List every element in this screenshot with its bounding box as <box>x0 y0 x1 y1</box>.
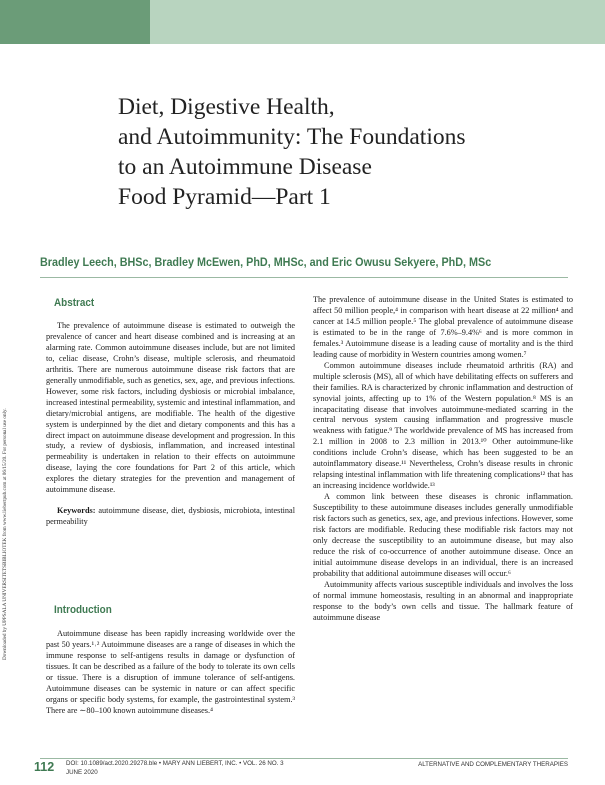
download-notice: Downloaded by UPPSALA UNIVERSITETSBIBLIOTEK from www.liebertpub.com at 06/15/20. For personal use only. <box>2 408 8 660</box>
body-paragraph: Autoimmunity affects various susceptible individuals and involves the loss of normal immune homeostasis, resulting in an abnormal and inappropriate response to the body’s own cells and tissue. The hallmark feature of autoimmune disease <box>313 579 573 622</box>
footer-citation <box>66 760 284 777</box>
journal-name: ALTERNATIVE AND COMPLEMENTARY THERAPIES <box>418 761 568 768</box>
abstract-text: The prevalence of autoimmune disease is estimated to outweigh the prevalence of cancer and heart disease combined and is increasing at an alarming rate. Common autoimmune diseases include, but are not limited to, celiac disease, Crohn’s disease, multiple sclerosis, and rheumatoid arthritis. There are numerous autoimmune disease risk factors that are generally unmodifiable, such as genetics, sex, age, and previous infections. However, some risk factors, including dysbiosis or microbial imbalance, increased intestinal permeability, systemic and intestinal inflammation, and dietary/microbial antigens, are modifiable. The health of the digestive system is underpinned by the diet and dietary components and this has a direct impact on autoimmune disease development and progression. In this study, a review of dysbiosis, inflammation, and increased intestinal permeability is undertaken in relation to their effects on autoimmune disease, laying the core foundations for Part 2 of this article, which explores the dietary strategies for the prevention and management of autoimmune disease. <box>46 321 295 495</box>
introduction-body <box>46 629 295 717</box>
introduction-text: Autoimmune disease has been rapidly increasing worldwide over the past 50 years.¹˒² Autoimmune diseases are a range of diseases in which the immune response to self-antigens results in damage or dysfunction of tissues. It can be described as a failure of the body to tolerate its own cells or tissue. There is a disruption of immune tolerance of self-antigens. Autoimmune diseases can be systemic in nature or can affect specific organs or specific body systems, for example, the gastrointestinal system.³ There are ∼80–100 known autoimmune diseases.⁴ <box>46 629 295 715</box>
keywords <box>46 506 295 528</box>
title-line: Food Pyramid—Part 1 <box>118 184 331 210</box>
keywords-label: Keywords: <box>57 506 96 516</box>
right-column-body <box>313 295 573 624</box>
page-number: 112 <box>34 760 55 774</box>
footer-doi-line: DOI: 10.1089/act.2020.29278.ble • MARY ANN LIEBERT, INC. • VOL. 26 NO. 3 <box>66 760 284 767</box>
body-paragraph: A common link between these diseases is chronic inflammation. Susceptibility to these autoimmune diseases includes generally unmodifiable risk factors such as genetics, sex, age, and previous infections. However, some risk factors are modifiable. Reducing these modifiable risk factors may not only decrease the susceptibility to an autoimmune disease, but may also reduce the risk of co-occurrence of another autoimmune disease. Once an initial autoimmune disease develops in an individual, there is an increased probability that additional autoimmune diseases will occur.⁶ <box>313 492 573 578</box>
title-line: and Autoimmunity: The Foundations <box>118 124 466 150</box>
footer-date-line: JUNE 2020 <box>66 768 98 776</box>
header-bar-light-segment <box>150 0 605 44</box>
body-paragraph: The prevalence of autoimmune disease in the United States is estimated to affect 50 million people,⁴ in comparison with heart disease at 22 million⁴ and cancer at 14.5 million people.⁵ The global prevalence of autoimmune disease is estimated to be in the range of 7.6%–9.4%⁶ and is more common in females.³ Autoimmune disease is a leading cause of mortality and is the third leading cause of morbidity in Western countries among women.⁷ <box>313 295 573 359</box>
author-divider <box>40 277 568 278</box>
introduction-heading: Introduction <box>54 604 112 616</box>
title-line: Diet, Digestive Health, <box>118 94 335 120</box>
abstract-heading: Abstract <box>54 297 95 309</box>
article-title <box>118 92 558 212</box>
title-line: to an Autoimmune Disease <box>118 154 372 180</box>
footer-divider <box>40 758 568 759</box>
author-list: Bradley Leech, BHSc, Bradley McEwen, PhD, MHSc, and Eric Owusu Sekyere, PhD, MSc <box>40 256 492 269</box>
body-paragraph: Common autoimmune diseases include rheumatoid arthritis (RA) and multiple sclerosis (MS), all of which have debilitating effects on sufferers and their families. RA is characterized by chronic inflammation and destruction of synovial joints, affecting up to 1% of the Western population.⁸ MS is an incapacitating disease that involves autoimmune-mediated scarring in the central nervous system causing inflammation and progressive muscle weakness with fatigue.⁹ The worldwide prevalence of MS has increased from 2.1 million in 2008 to 2.3 million in 2013.¹⁰ Other autoimmune-like conditions include Crohn’s disease, which has been suggested to be an autoinflammatory disease.¹¹ Nevertheless, Crohn’s disease results in chronic relapsing intestinal inflammation with life threatening complications¹² that has an increasing incidence worldwide.¹³ <box>313 360 573 491</box>
keywords-text: autoimmune disease, diet, dysbiosis, microbiota, intestinal permeability <box>46 506 296 527</box>
header-bar-dark-segment <box>0 0 150 44</box>
header-color-bar <box>0 0 605 44</box>
abstract-body <box>46 321 295 528</box>
